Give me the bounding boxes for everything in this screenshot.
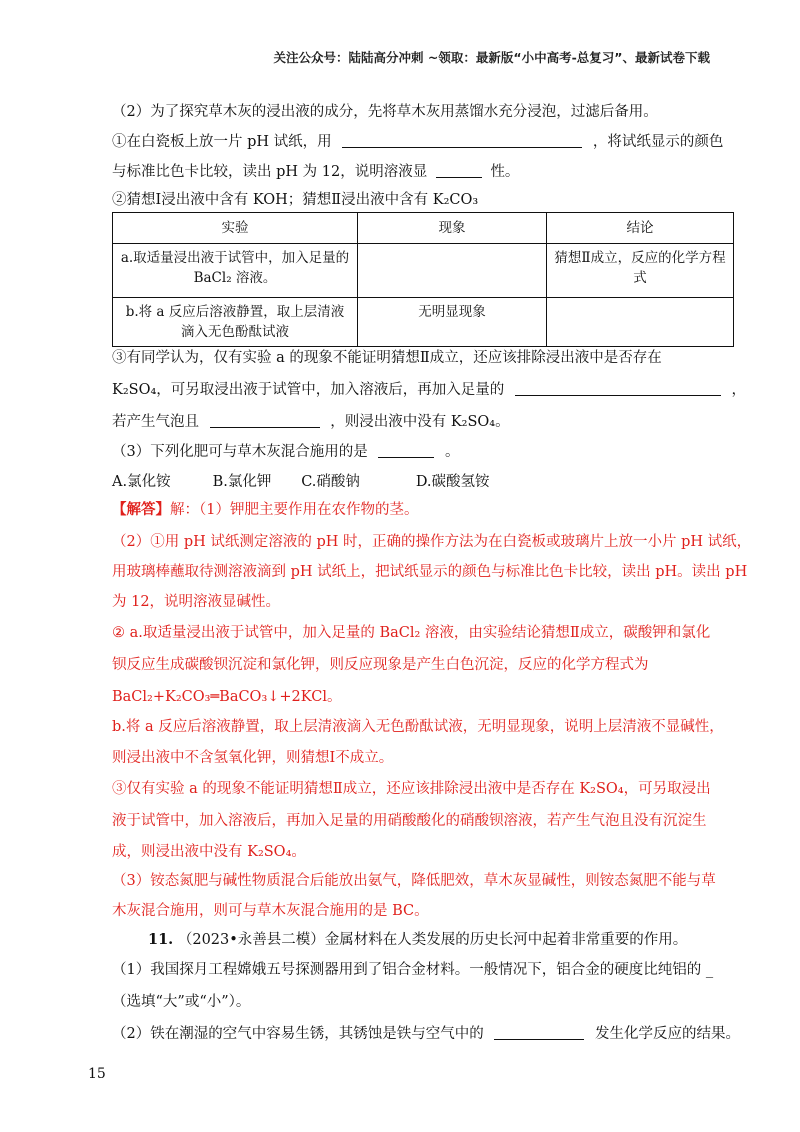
q2-step1-line2 — [112, 160, 519, 181]
q2-intro: （2）为了探究草木灰的浸出液的成分，先将草木灰用蒸馏水充分浸泡，过滤后备用。 — [112, 104, 658, 120]
q2-step1-text-b: ，将试纸显示的颜色 — [592, 134, 724, 150]
q11-part2-end: 发生化学反应的结果。 — [594, 1026, 740, 1042]
q2-step3-line3 — [112, 410, 510, 431]
answer-tag: 【解答】 — [112, 501, 170, 518]
q3-stem: （3）下列化肥可与草木灰混合施用的是 — [112, 444, 368, 460]
answer-line-4: 为 12，说明溶液显碱性。 — [112, 594, 281, 610]
table-cell-experiment: b.将 a 反应后溶液静置，取上层清液滴入无色酚酞试液 — [113, 298, 358, 347]
option-b[interactable]: B.氯化钾 — [212, 474, 272, 490]
q3-options — [112, 470, 490, 491]
page-number: 15 — [88, 1066, 106, 1082]
table-cell-conclusion: 猜想Ⅱ成立，反应的化学方程式 — [547, 244, 734, 298]
table-row — [113, 244, 734, 298]
answer-line-5: ② a.取适量浸出液于试管中，加入足量的 BaCl₂ 溶液，由实验结论猜想Ⅱ成立，碳酸钾和氯化 — [112, 625, 711, 641]
table-header-cell: 结论 — [547, 213, 734, 244]
table-header-cell: 实验 — [113, 213, 358, 244]
option-d[interactable]: D.碳酸氢铵 — [415, 474, 490, 490]
answer-line-13: （3）铵态氮肥与碱性物质混合后能放出氨气，降低肥效，草木灰显碱性，则铵态氮肥不能与草 — [112, 873, 716, 889]
q11-part1: （1）我国探月工程嫦娥五号探测器用到了铝合金材料。一般情况下，铝合金的硬度比纯铝的 — [112, 962, 702, 978]
table-row — [113, 298, 734, 347]
table-cell-experiment: a.取适量浸出液于试管中，加入足量的 BaCl₂ 溶液。 — [113, 244, 358, 298]
q2-step1-line1 — [112, 130, 723, 151]
answer-line-12: 成，则浸出液中没有 K₂SO₄。 — [112, 844, 306, 860]
answer-blank-hardness[interactable]: _ — [705, 962, 714, 978]
answer-blank-method[interactable] — [342, 133, 582, 148]
q3-stem-line — [112, 440, 459, 461]
answer-blank-property[interactable] — [436, 163, 482, 178]
option-a[interactable]: A.氯化铵 — [112, 474, 171, 490]
q11-number: 11. — [148, 931, 174, 948]
answer-blank-condition[interactable] — [210, 413, 320, 428]
table-cell-observation: 无明显现象 — [358, 298, 547, 347]
table-header-row — [113, 213, 734, 244]
q2-step3-line1: ③有同学认为，仅有实验 a 的现象不能证明猜想Ⅱ成立，还应该排除浸出液中是否存在 — [112, 350, 662, 366]
q11-part2: （2）铁在潮湿的空气中容易生锈，其锈蚀是铁与空气中的 — [112, 1026, 484, 1042]
answer-line-2: （2）①用 pH 试纸测定溶液的 pH 时，正确的操作方法为在白瓷板或玻璃片上放一小片 pH 试纸， — [112, 534, 752, 550]
page-header: 关注公众号：陆陆高分冲刺 ~领取：最新版“小中高考-总复习”、最新试卷下载 — [273, 50, 710, 65]
q2-step3-line2 — [112, 378, 746, 399]
answer-line-14: 木灰混合施用，则可与草木灰混合施用的是 BC。 — [112, 903, 429, 919]
experiment-table — [112, 212, 734, 347]
table-cell-conclusion[interactable] — [547, 298, 734, 347]
table-header-cell: 现象 — [358, 213, 547, 244]
q3-stem-end: 。 — [444, 444, 460, 460]
q2-step1-text-a: ①在白瓷板上放一片 pH 试纸，用 — [112, 134, 332, 150]
answer-line-3: 用玻璃棒蘸取待测溶液滴到 pH 试纸上，把试纸显示的颜色与标准比色卡比较，读出 pH。读出 pH — [112, 564, 748, 580]
q2-step3-text-c-end: ，则浸出液中没有 K₂SO₄。 — [330, 414, 510, 430]
q2-step1-text-c: 与标准比色卡比较，读出 pH 为 12，说明溶液显 — [112, 164, 428, 180]
q2-step1-text-d: 性。 — [490, 164, 520, 180]
q11-stem-line — [148, 928, 687, 949]
answer-line-1 — [112, 498, 418, 519]
answer-blank-choice[interactable] — [378, 443, 434, 458]
q2-step3-text-b-end: ， — [731, 382, 746, 398]
q11-part2-line — [112, 1022, 740, 1043]
answer-line-6: 钡反应生成碳酸钡沉淀和氯化钾，则反应现象是产生白色沉淀，反应的化学方程式为 — [112, 657, 649, 673]
table-cell-observation[interactable] — [358, 244, 547, 298]
answer-blank-reagent[interactable] — [515, 381, 721, 396]
answer-blank-substances[interactable] — [494, 1025, 584, 1040]
q11-stem: （2023•永善县二模）金属材料在人类发展的历史长河中起着非常重要的作用。 — [177, 932, 688, 948]
q11-part1-options: （选填“大”或“小”）。 — [112, 994, 251, 1010]
q2-step3-text-b: K₂SO₄，可另取浸出液于试管中，加入溶液后，再加入足量的 — [112, 382, 505, 398]
answer-line-9: 则浸出液中不含氢氧化钾，则猜想Ⅰ不成立。 — [112, 750, 394, 766]
q2-hypotheses: ②猜想Ⅰ浸出液中含有 KOH；猜想Ⅱ浸出液中含有 K₂CO₃ — [112, 192, 479, 208]
answer-line-11: 液于试管中，加入溶液后，再加入足量的用硝酸酸化的硝酸钡溶液，若产生气泡且没有沉淀生 — [112, 813, 707, 829]
answer-line-10: ③仅有实验 a 的现象不能证明猜想Ⅱ成立，还应该排除浸出液中是否存在 K₂SO₄，可另取浸出 — [112, 781, 711, 797]
q11-part1-line — [112, 958, 713, 979]
answer-text: 解：（1）钾肥主要作用在农作物的茎。 — [170, 502, 419, 518]
answer-equation: BaCl₂+K₂CO₃═BaCO₃↓+2KCl。 — [112, 689, 342, 705]
option-c[interactable]: C.硝酸钠 — [301, 474, 360, 490]
answer-line-8: b.将 a 反应后溶液静置，取上层清液滴入无色酚酞试液，无明显现象，说明上层清液不显碱性， — [112, 719, 724, 735]
q2-step3-text-c: 若产生气泡且 — [112, 414, 199, 430]
